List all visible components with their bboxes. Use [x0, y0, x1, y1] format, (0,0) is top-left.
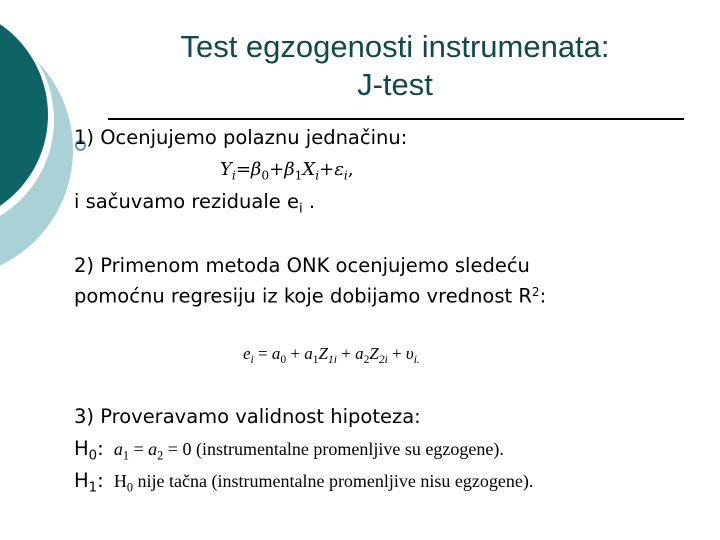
h0-label: H — [74, 437, 89, 460]
step1-text: 1) Ocenjujemo polaznu jednačinu: — [74, 126, 408, 149]
h0-a1-sub: 1 — [122, 448, 130, 463]
eq2-a0: a — [271, 344, 281, 363]
h0-statement — [113, 439, 504, 463]
step3-text: 3) Proveravamo validnost hipoteza: — [74, 405, 421, 428]
eq1-x: X — [302, 159, 316, 180]
eq1-beta1: β — [284, 159, 295, 180]
save-sub: i — [298, 201, 303, 217]
eq1-y-sub: i — [231, 168, 236, 183]
eq1-beta1-sub: 1 — [294, 168, 303, 183]
equation-original — [220, 158, 354, 187]
h1-h0-ref-sub: 0 — [126, 480, 134, 495]
h0-eq1: = — [129, 439, 149, 459]
step2-line2-text: pomoćnu regresiju iz koje dobijamo vrednost R — [74, 284, 532, 308]
title-divider — [108, 118, 684, 120]
h1-colon: : — [97, 469, 104, 492]
eq2-e: e — [243, 344, 251, 363]
h0-colon: : — [97, 437, 104, 460]
eq1-epsilon: ε — [334, 159, 344, 180]
eq2-a2: a — [355, 344, 364, 363]
eq1-beta0-sub: 0 — [261, 168, 270, 183]
eq1-plus1: + — [269, 159, 285, 180]
eq2-plus3: + — [387, 344, 406, 363]
hypothesis-h1 — [74, 469, 533, 501]
h1-rest: nije tačna (instrumentalne promenljive nisu egzogene). — [133, 471, 534, 491]
eq1-equals: = — [235, 159, 251, 180]
h0-a2: a — [148, 439, 158, 459]
h1-label: H — [74, 469, 89, 492]
step2-line1: 2) Primenom metoda ONK ocenjujemo sledeću — [74, 254, 530, 277]
h0-label-sub: 0 — [88, 448, 98, 464]
r-squared-sup: 2 — [531, 285, 540, 299]
eq2-e-sub: i — [250, 353, 254, 367]
white-ring-circle — [0, 8, 54, 232]
eq2-a1: a — [304, 344, 313, 363]
h0-rest: = 0 (instrumentalne promenljive su egzogene). — [163, 439, 504, 459]
eq1-y: Y — [220, 159, 232, 180]
eq2-z2-sub: 2i — [378, 353, 388, 367]
save-text: i sačuvamo reziduale e — [74, 190, 299, 213]
eq2-a1-sub: 1 — [312, 353, 319, 367]
eq2-equals: = — [253, 344, 272, 363]
light-teal-circle — [0, 22, 73, 278]
equation-auxiliary — [243, 342, 420, 372]
title-line-1: Test egzogenosti instrumenata: — [180, 29, 610, 64]
h0-a1: a — [113, 439, 123, 459]
hypothesis-h0 — [74, 437, 504, 469]
h1-statement — [113, 471, 534, 495]
eq1-beta0: β — [250, 159, 262, 180]
eq1-plus2: + — [319, 159, 335, 180]
title-line-2: J-test — [357, 67, 433, 102]
eq2-z1: Z — [318, 344, 328, 363]
save-end: . — [302, 190, 316, 213]
eq1-epsilon-sub: i — [343, 168, 348, 183]
eq1-comma: , — [347, 159, 354, 180]
eq2-z1-sub: 1i — [327, 353, 337, 367]
slide-title — [100, 28, 690, 104]
eq2-plus1: + — [286, 344, 305, 363]
eq2-a2-sub: 2 — [363, 353, 370, 367]
eq2-upsilon: υ — [405, 344, 414, 363]
eq1-x-sub: i — [315, 168, 320, 183]
h1-label-sub: 1 — [88, 480, 98, 496]
eq2-upsilon-sub: i. — [413, 353, 420, 367]
dark-teal-circle — [0, 5, 48, 225]
eq2-plus2: + — [336, 344, 356, 363]
h1-h0-ref: H — [113, 471, 127, 491]
step2-line2-colon: : — [539, 284, 547, 308]
eq2-z2: Z — [369, 344, 379, 363]
eq2-a0-sub: 0 — [280, 353, 287, 367]
step1-save-text — [74, 190, 315, 222]
h0-a2-sub: 2 — [157, 448, 164, 463]
step2-line2 — [74, 280, 546, 309]
